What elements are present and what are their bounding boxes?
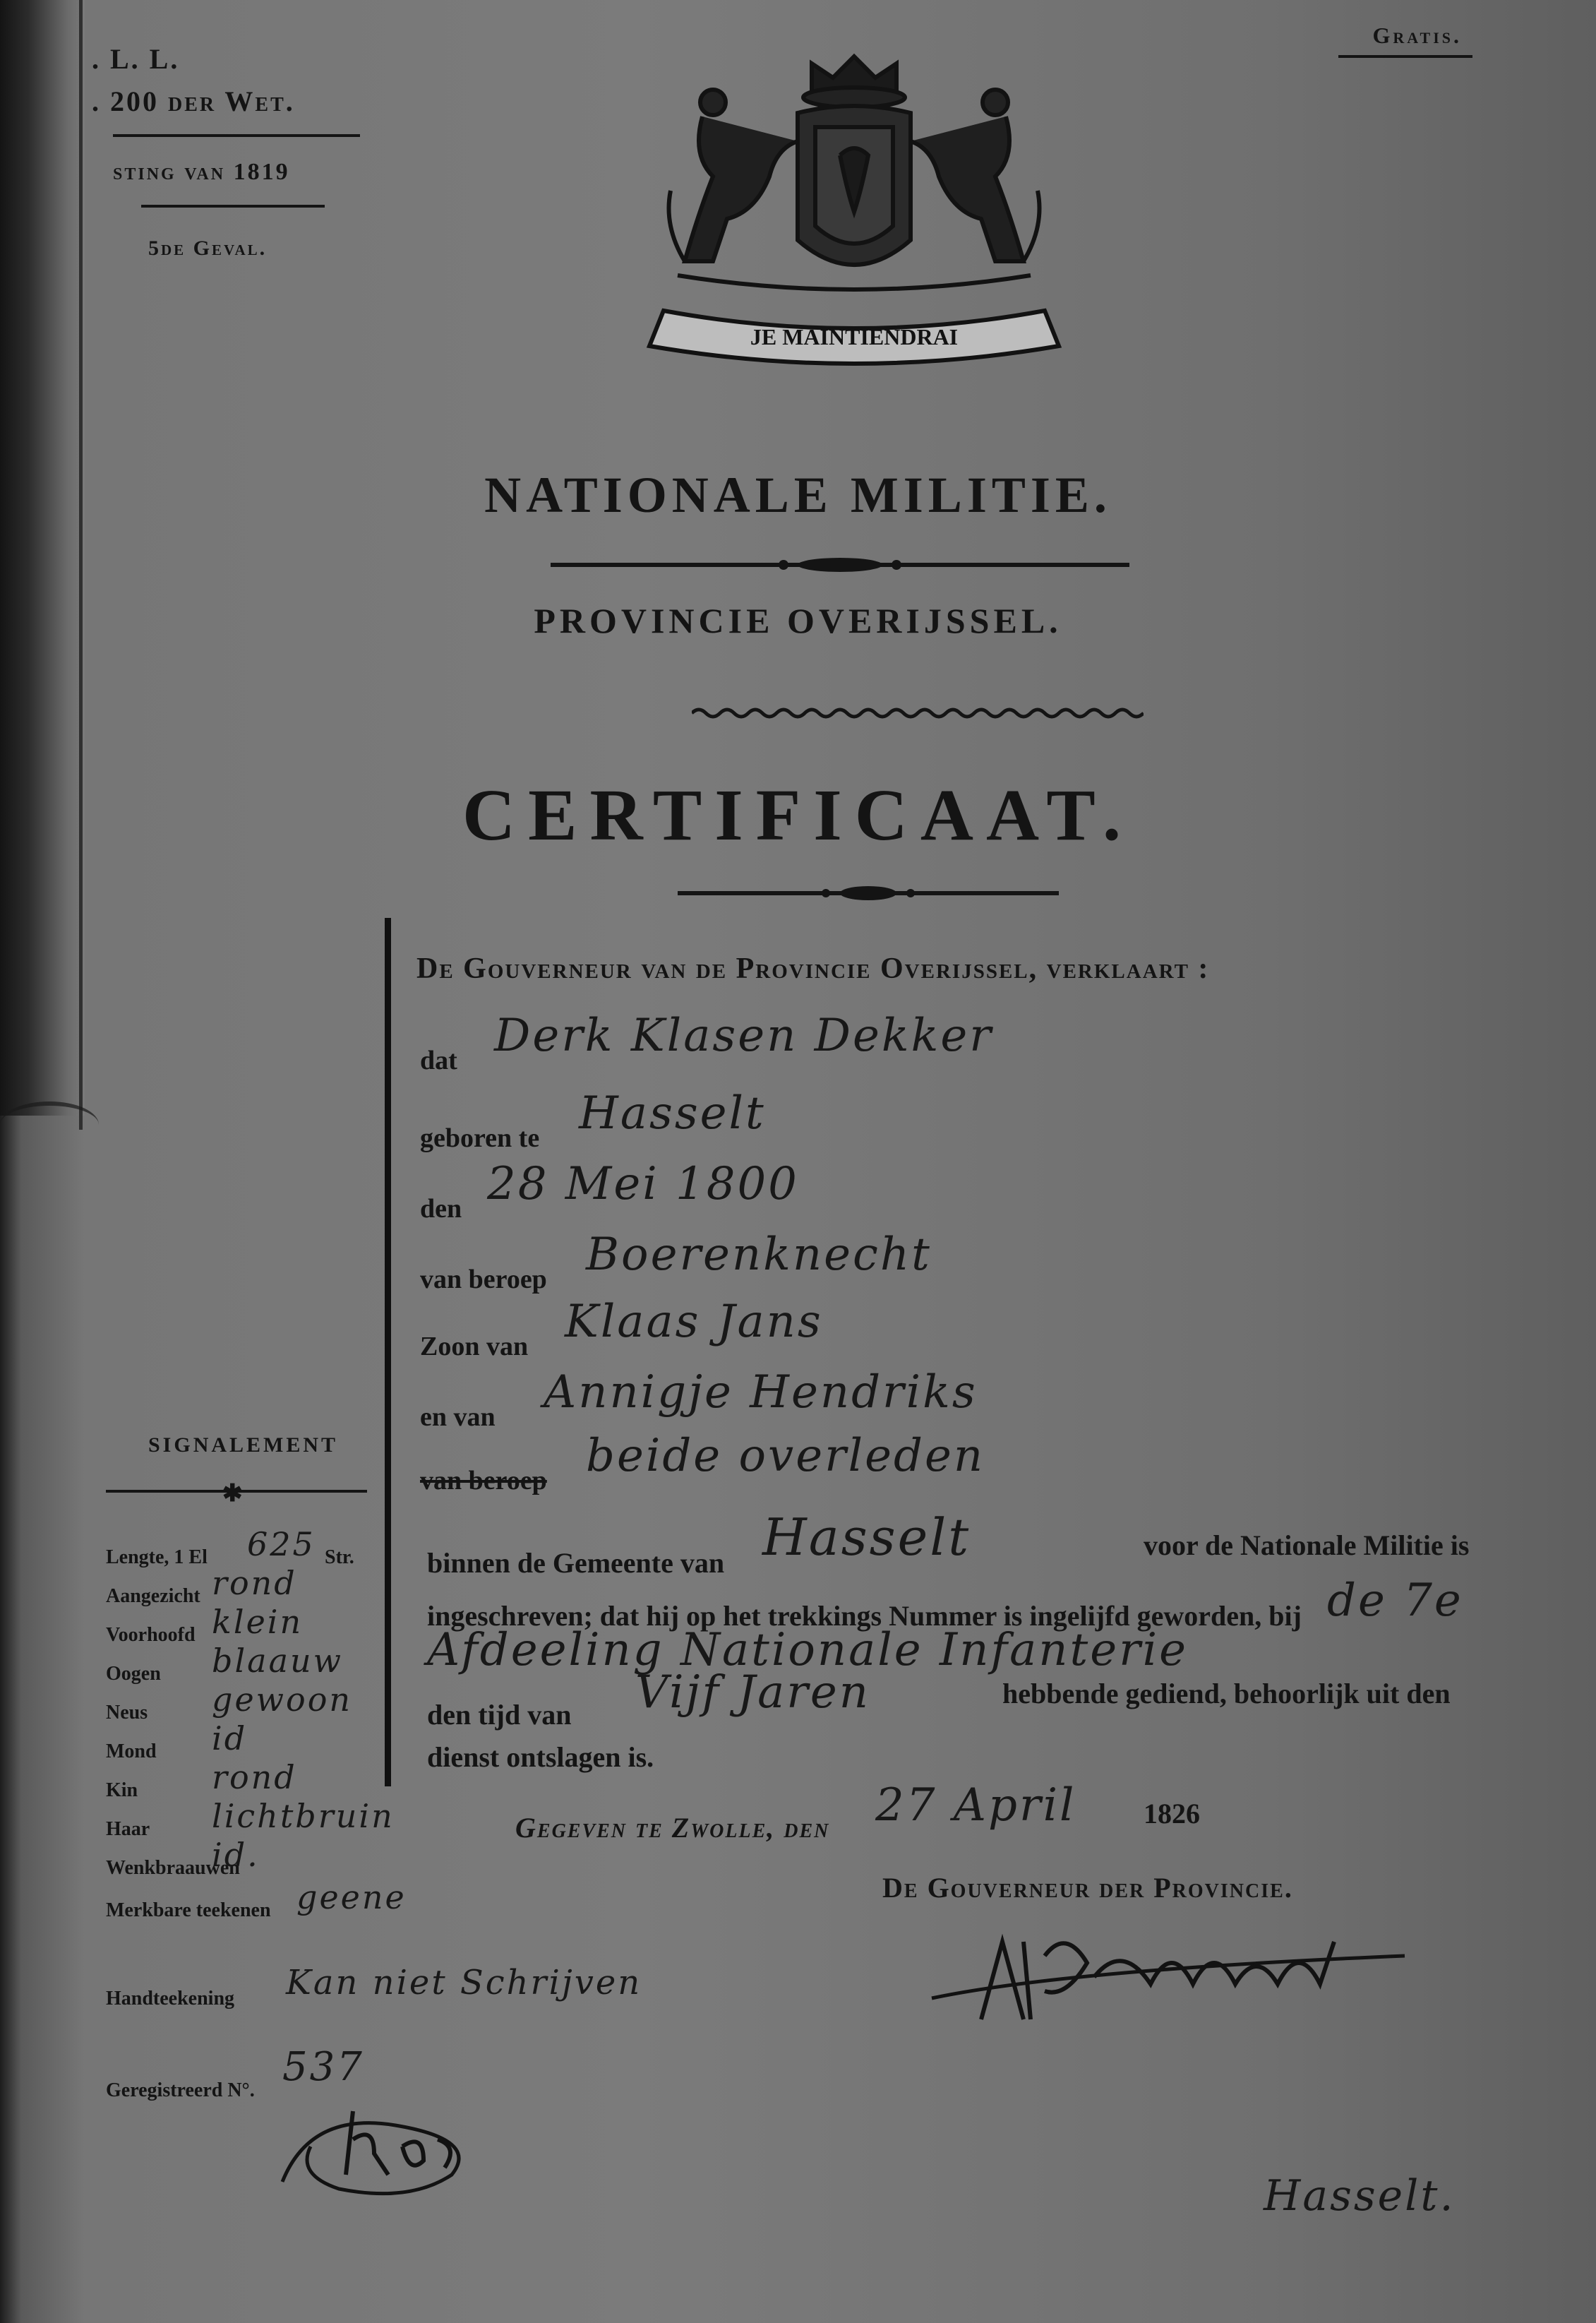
signalement-label: Aangezicht bbox=[106, 1585, 200, 1607]
envan-label: en van bbox=[420, 1402, 496, 1432]
header-line-1: . L. L. bbox=[92, 43, 180, 75]
dotted-rule bbox=[692, 706, 1144, 720]
binding-thread bbox=[0, 1101, 99, 1148]
gratis-label: Gratis. bbox=[1372, 23, 1462, 48]
signalement-value: lichtbruin bbox=[212, 1797, 395, 1835]
place-note: Hasselt. bbox=[1264, 2171, 1456, 2221]
title-provincie: PROVINCIE OVERIJSSEL. bbox=[534, 601, 1062, 640]
signalement-label: Mond bbox=[106, 1740, 157, 1762]
asterisk-icon: ✱ bbox=[222, 1481, 243, 1507]
signalement-value: geene bbox=[296, 1878, 407, 1916]
struck-label: van beroep bbox=[420, 1466, 547, 1495]
signalement-label: Oogen bbox=[106, 1663, 161, 1685]
governor-signature bbox=[925, 1913, 1412, 2034]
signalement-label: Wenkbraauwen bbox=[106, 1857, 240, 1879]
tijd-prefix: den tijd van bbox=[427, 1699, 572, 1731]
geboren-label: geboren te bbox=[420, 1123, 540, 1153]
fold-line bbox=[79, 0, 83, 1130]
geregistreerd-value: 537 bbox=[282, 2044, 364, 2090]
zoon-label: Zoon van bbox=[420, 1332, 529, 1361]
dat-value: Derk Klasen Dekker bbox=[494, 1010, 993, 1062]
ornamental-rule-2 bbox=[678, 883, 1059, 904]
gemeente-prefix: binnen de Gemeente van bbox=[427, 1547, 725, 1579]
struck-value: beide overleden bbox=[586, 1430, 985, 1482]
tijd-value: Vijf Jaren bbox=[635, 1666, 870, 1719]
signalement-value: gewoon bbox=[212, 1680, 353, 1719]
signalement-label: Merkbare teekenen bbox=[106, 1899, 271, 1921]
signalement-value: rond bbox=[212, 1758, 297, 1796]
afdeeling-a: de 7e bbox=[1327, 1575, 1463, 1627]
dat-label: dat bbox=[420, 1046, 457, 1075]
signalement-suffix: Str. bbox=[325, 1546, 354, 1568]
beroep-value: Boerenknecht bbox=[586, 1229, 932, 1281]
header-line-2: . 200 der Wet. bbox=[92, 85, 295, 117]
signalement-label: Voorhoofd bbox=[106, 1624, 196, 1646]
title-certificaat: CERTIFICAAT. bbox=[462, 775, 1134, 856]
body-line-5: dienst ontslagen is. bbox=[427, 1741, 654, 1773]
registrar-signature bbox=[268, 2069, 522, 2210]
governor-title: De Gouverneur der Provincie. bbox=[882, 1872, 1293, 1904]
geregistreerd-label: Geregistreerd N°. bbox=[106, 2079, 255, 2101]
gemeente-value: Hasselt bbox=[762, 1507, 971, 1567]
declaration-heading: De Gouverneur van de Provincie Overijssel, verklaart : bbox=[416, 953, 1210, 985]
ornamental-rule bbox=[551, 554, 1129, 575]
title-nationale-militie: NATIONALE MILITIE. bbox=[484, 467, 1112, 523]
signalement-value: klein bbox=[212, 1603, 304, 1641]
header-line-4: 5de Geval. bbox=[148, 237, 268, 260]
body-line-2: ingeschreven; dat hij op het trekkings Nummer is ingelijfd geworden, bij bbox=[427, 1600, 1302, 1632]
gegeven-year: 1826 bbox=[1144, 1798, 1200, 1829]
gratis-underline bbox=[1338, 55, 1472, 58]
envan-value: Annigje Hendriks bbox=[544, 1366, 978, 1419]
gegeven-prefix: Gegeven te Zwolle, den bbox=[515, 1812, 830, 1844]
signalement-label: Lengte, 1 El bbox=[106, 1546, 208, 1568]
header-rule-2 bbox=[141, 205, 325, 208]
beroep-label: van beroep bbox=[420, 1265, 547, 1294]
signalement-label: Neus bbox=[106, 1702, 148, 1724]
den-value: 28 Mei 1800 bbox=[487, 1158, 799, 1210]
handteekening-value: Kan niet Schrijven bbox=[286, 1963, 642, 2002]
crest-motto: JE MAINTIENDRAI bbox=[750, 324, 959, 350]
header-rule bbox=[113, 134, 360, 137]
signalement-value: id bbox=[212, 1719, 248, 1757]
signalement-value: rond bbox=[212, 1564, 297, 1602]
vertical-rule bbox=[385, 918, 391, 1786]
binding-margin bbox=[0, 0, 85, 1116]
header-line-3: sting van 1819 bbox=[113, 159, 290, 185]
signalement-value: blaauw bbox=[212, 1642, 344, 1680]
signalement-label: Haar bbox=[106, 1818, 150, 1840]
royal-coat-of-arms-icon bbox=[635, 49, 1073, 417]
zoon-value: Klaas Jans bbox=[565, 1296, 823, 1348]
signalement-value: 625 bbox=[247, 1525, 316, 1563]
gemeente-suffix: voor de Nationale Militie is bbox=[1144, 1529, 1470, 1561]
geboren-value: Hasselt bbox=[579, 1087, 766, 1140]
den-label: den bbox=[420, 1194, 462, 1224]
afdeeling-b: Afdeeling Nationale Infanterie bbox=[427, 1624, 1188, 1676]
gegeven-value: 27 April bbox=[875, 1779, 1076, 1832]
signalement-heading: SIGNALEMENT bbox=[148, 1433, 339, 1457]
signalement-label: Kin bbox=[106, 1779, 138, 1801]
handteekening-label: Handteekening bbox=[106, 1988, 235, 2010]
signalement-value: id. bbox=[212, 1836, 260, 1874]
tijd-suffix: hebbende gediend, behoorlijk uit den bbox=[1002, 1678, 1451, 1709]
